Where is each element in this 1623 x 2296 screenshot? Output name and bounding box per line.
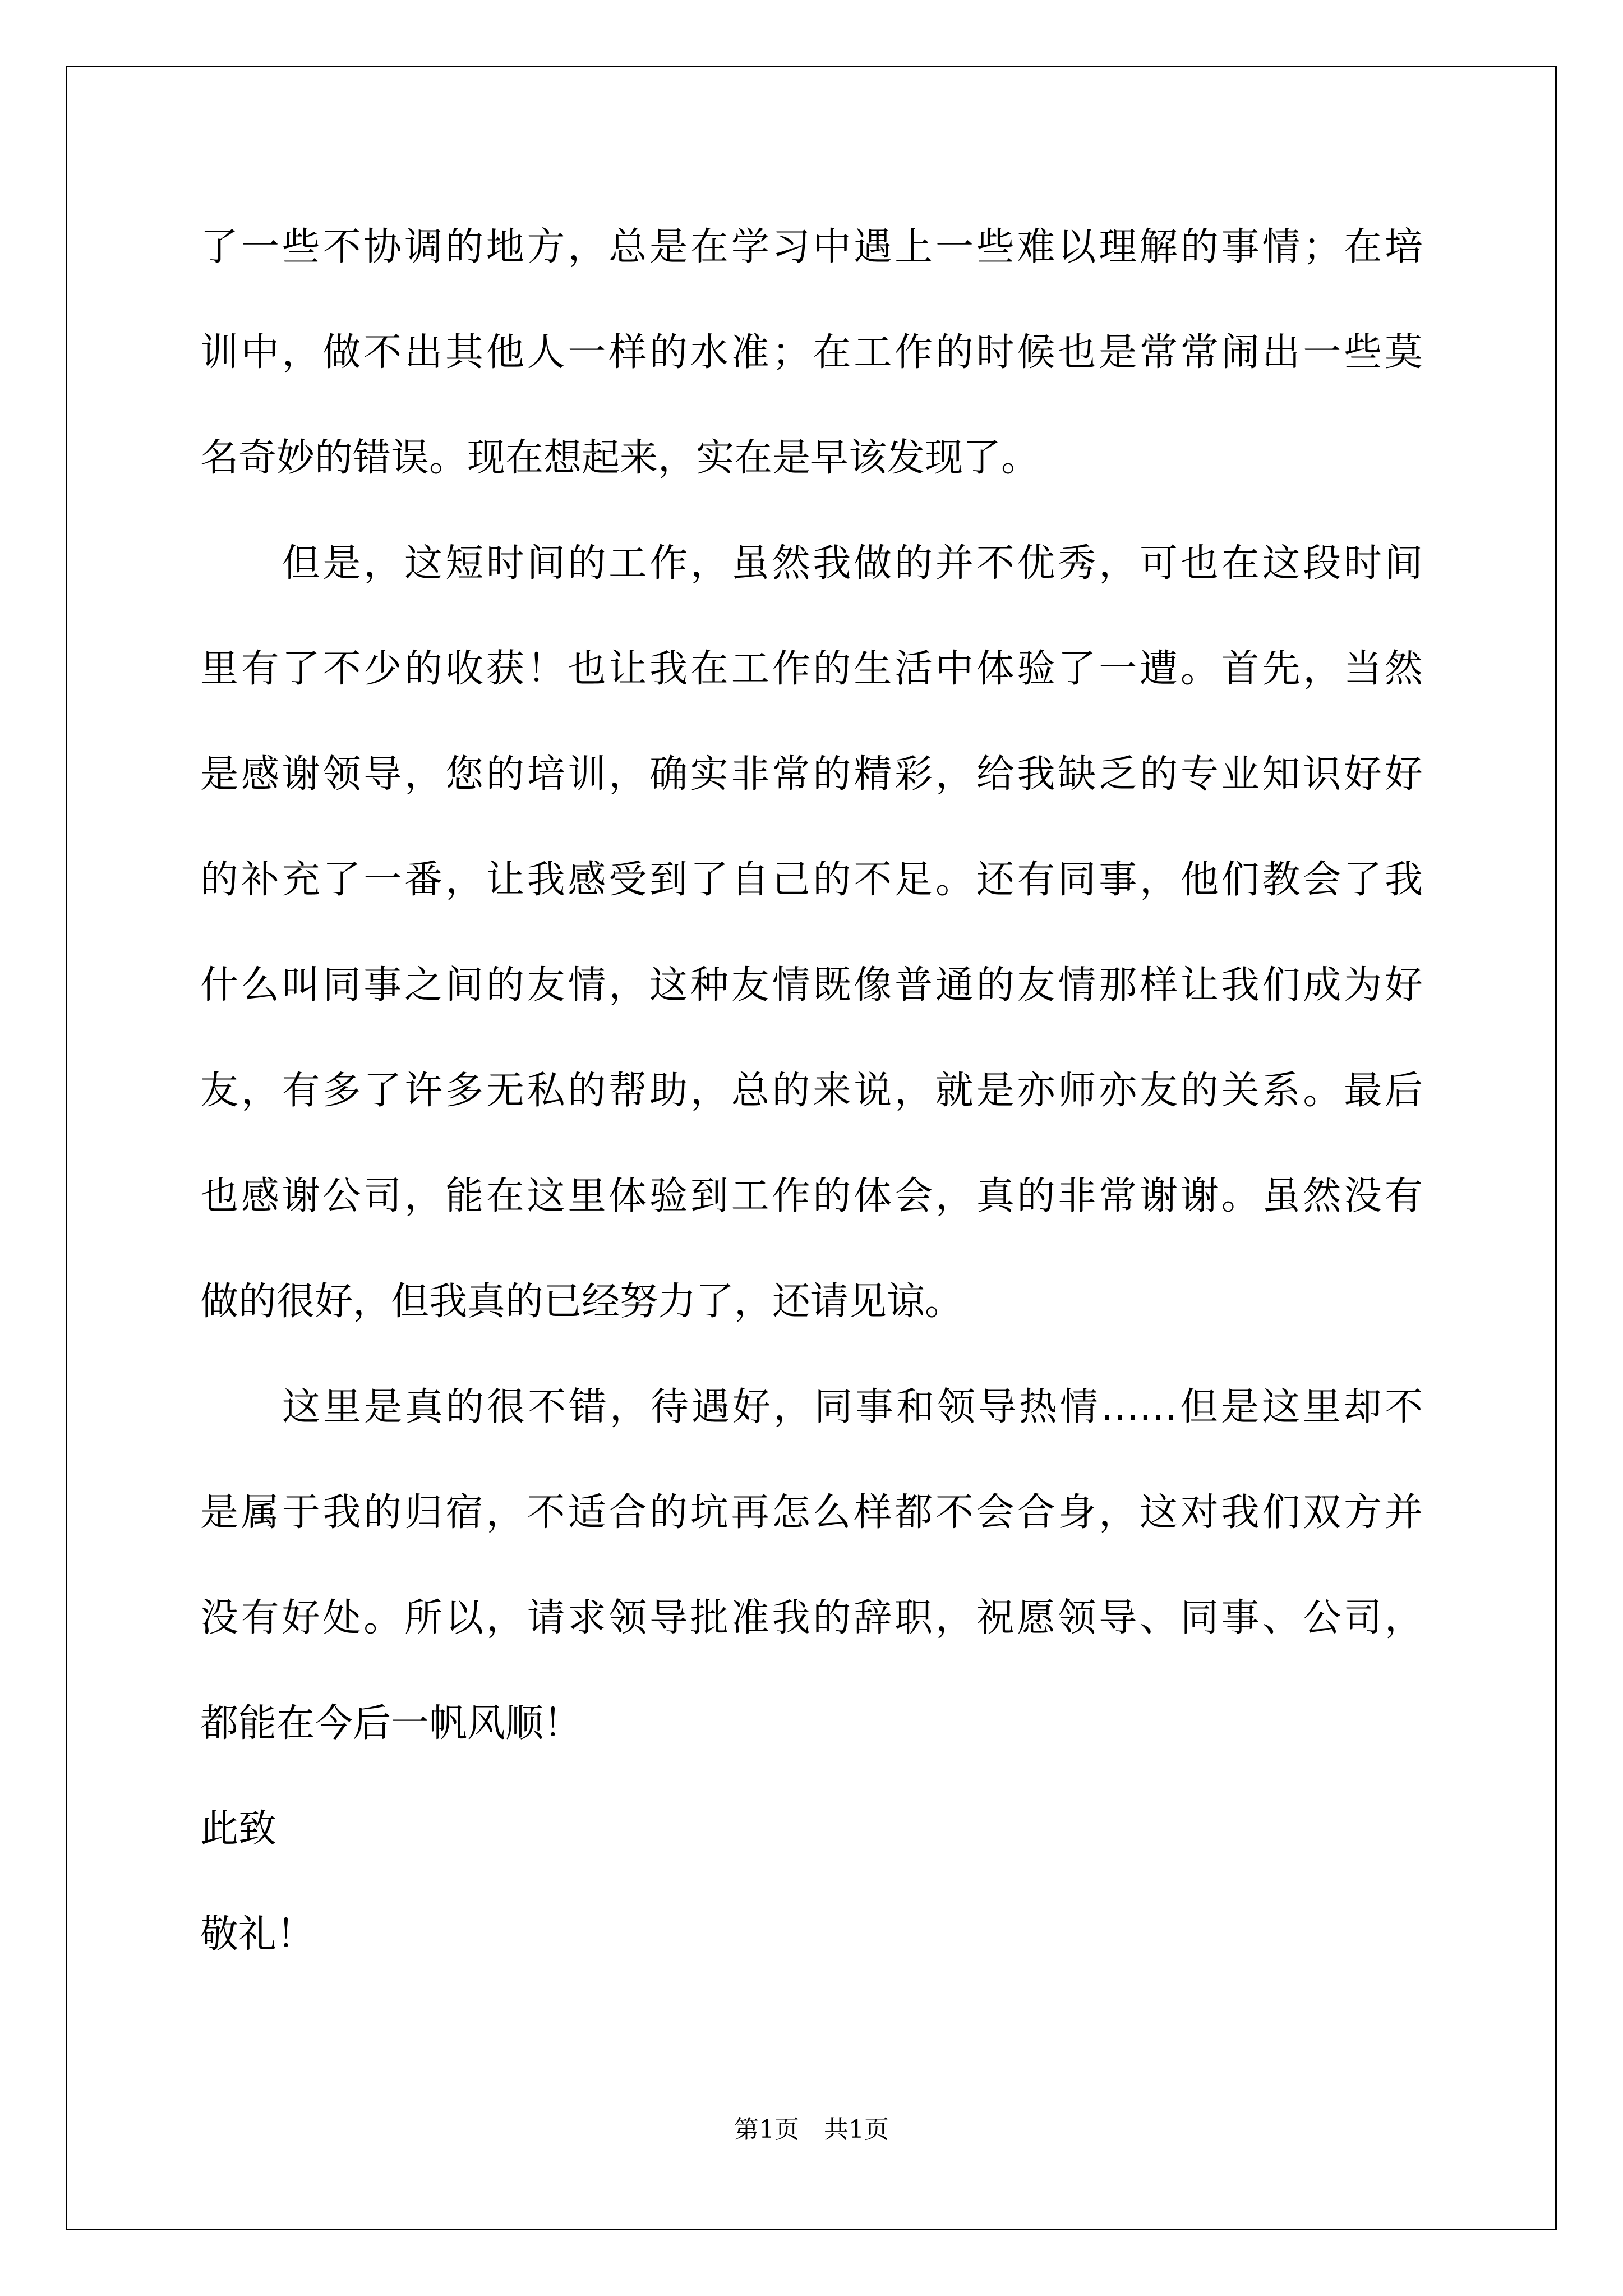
text-line: 做的很好，但我真的已经努力了，还请见谅。 (200, 1280, 963, 1324)
text-line: 但是，这短时间的工作，虽然我做的并不优秀，可也在这段时间 (200, 541, 1423, 586)
text-line: 训中，做不出其他人一样的水准；在工作的时候也是常常闹出一些莫 (200, 330, 1423, 375)
text-line: 名奇妙的错误。现在想起来，实在是早该发现了。 (200, 436, 1040, 480)
page-number: 第1页 共1页 (734, 2115, 889, 2144)
text-line: 是属于我的归宿，不适合的坑再怎么样都不会合身，这对我们双方并 (200, 1490, 1423, 1535)
closing-line: 此致 (200, 1807, 277, 1851)
text-line: 没有好处。所以，请求领导批准我的辞职，祝愿领导、同事、公司， (200, 1596, 1423, 1640)
text-line: 这里是真的很不错，待遇好，同事和领导热情……但是这里却不 (200, 1385, 1423, 1429)
text-line: 是感谢领导，您的培训，确实非常的精彩，给我缺乏的专业知识好好 (200, 752, 1423, 797)
text-line: 了一些不协调的地方，总是在学习中遇上一些难以理解的事情；在培 (200, 225, 1423, 269)
page-border (66, 66, 1557, 2230)
text-line: 里有了不少的收获！也让我在工作的生活中体验了一遭。首先，当然 (200, 647, 1423, 691)
text-line: 友，有多了许多无私的帮助，总的来说，就是亦师亦友的关系。最后 (200, 1069, 1423, 1113)
text-line: 的补充了一番，让我感受到了自己的不足。还有同事，他们教会了我 (200, 858, 1423, 902)
text-line: 也感谢公司，能在这里体验到工作的体会，真的非常谢谢。虽然没有 (200, 1174, 1423, 1218)
salutation-line: 敬礼！ (200, 1912, 315, 1957)
text-line: 什么叫同事之间的友情，这种友情既像普通的友情那样让我们成为好 (200, 963, 1423, 1007)
text-line: 都能在今后一帆风顺！ (200, 1701, 582, 1746)
